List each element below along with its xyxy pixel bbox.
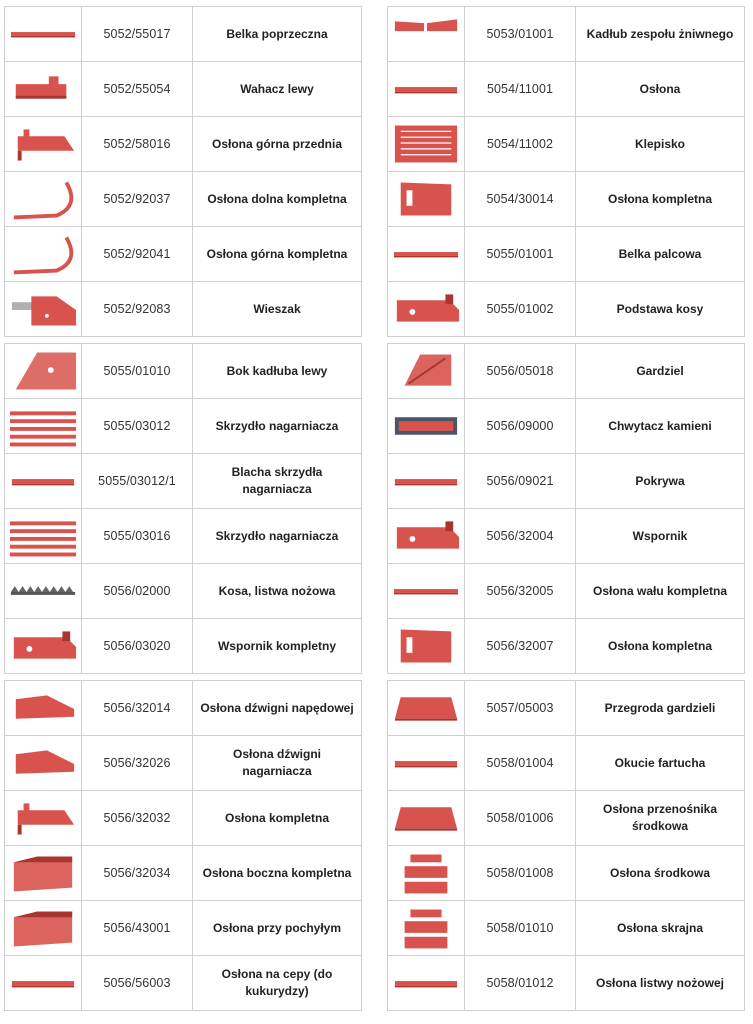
stone-trap-part-icon [391,403,461,449]
part-thumbnail [5,172,82,226]
table-row[interactable] [4,344,362,399]
part-thumbnail [388,956,465,1010]
part-thumbnail [5,956,82,1010]
part-code: 5056/32004 [465,509,576,563]
part-name: Wieszak [253,301,301,316]
header-body-part-icon [391,11,461,57]
stack-part-icon [391,905,461,951]
beam-part-icon [391,231,461,277]
part-code: 5056/32014 [82,681,193,735]
part-name: Skrzydło nagarniacza [215,418,339,433]
part-thumbnail [388,619,465,673]
side-panel-part-icon [8,348,78,394]
part-code: 5055/03016 [82,509,193,563]
part-name: Wahacz lewy [240,81,314,96]
part-name: Bok kadłuba lewy [226,363,328,378]
part-thumbnail [5,564,82,618]
tray-part-icon [391,685,461,731]
parts-table [4,343,362,674]
part-name: Osłona dźwigni napędowej [200,700,354,715]
part-name: Osłona środkowa [609,865,711,880]
part-name: Osłona górna przednia [211,136,343,151]
table-row[interactable] [387,227,745,282]
part-code: 5058/01006 [465,791,576,845]
table-row[interactable] [4,791,362,846]
part-name: Kosa, listwa nożowa [218,583,336,598]
part-code: 5055/01010 [82,344,193,398]
part-thumbnail [5,901,82,955]
part-thumbnail [5,791,82,845]
table-row[interactable] [387,619,745,674]
part-thumbnail [5,509,82,563]
cover-part-icon [8,795,78,841]
part-code: 5056/32032 [82,791,193,845]
part-code: 5056/09000 [465,399,576,453]
rocker-part-icon [8,66,78,112]
part-name: Wspornik [632,528,688,543]
part-code: 5058/01012 [465,956,576,1010]
stack-part-icon [391,850,461,896]
part-name: Osłona listwy nożowej [595,975,725,990]
lever-cover-part-icon [8,685,78,731]
table-row[interactable] [387,956,745,1011]
parts-column-right [387,6,745,1011]
part-thumbnail [388,454,465,508]
part-name: Osłona skrajna [616,920,704,935]
table-row[interactable] [4,282,362,337]
part-thumbnail [5,619,82,673]
part-thumbnail [388,282,465,336]
part-name: Pokrywa [635,473,685,488]
part-name: Chwytacz kamieni [608,418,712,433]
table-row[interactable] [387,681,745,736]
part-code: 5054/11002 [465,117,576,171]
part-name: Skrzydło nagarniacza [215,528,339,543]
table-row[interactable] [4,454,362,509]
part-thumbnail [5,344,82,398]
part-thumbnail [5,117,82,171]
part-name: Blacha skrzydła nagarniacza [231,465,323,496]
part-code: 5058/01008 [465,846,576,900]
table-row[interactable] [4,509,362,564]
part-code: 5052/55017 [82,7,193,61]
part-name: Gardziel [636,363,684,378]
table-row[interactable] [387,344,745,399]
strip-part-icon [8,960,78,1006]
part-name: Wspornik kompletny [217,638,336,653]
part-code: 5057/05003 [465,681,576,735]
table-row[interactable] [4,736,362,791]
part-thumbnail [388,172,465,226]
part-code: 5052/92083 [82,282,193,336]
part-code: 5055/03012 [82,399,193,453]
part-name: Podstawa kosy [616,301,704,316]
table-row[interactable] [4,7,362,62]
part-name: Belka palcowa [618,246,702,261]
part-thumbnail [388,791,465,845]
table-row[interactable] [387,736,745,791]
strip-part-icon [8,458,78,504]
part-thumbnail [5,681,82,735]
part-thumbnail [5,227,82,281]
beam-part-icon [8,11,78,57]
part-code: 5054/11001 [465,62,576,116]
part-name: Osłona kompletna [607,638,713,653]
bracket-part-icon [8,623,78,669]
side-cover-part-icon [8,905,78,951]
part-code: 5056/32005 [465,564,576,618]
table-row[interactable] [4,956,362,1011]
table-row[interactable] [387,901,745,956]
part-thumbnail [5,454,82,508]
feeder-part-icon [391,348,461,394]
part-name: Klepisko [634,136,685,151]
table-row[interactable] [387,791,745,846]
table-row[interactable] [4,172,362,227]
part-thumbnail [388,509,465,563]
part-thumbnail [5,846,82,900]
beam-part-icon [391,568,461,614]
part-name: Osłona boczna kompletna [202,865,352,880]
part-thumbnail [388,7,465,61]
box-cover-part-icon [391,176,461,222]
part-code: 5056/32007 [465,619,576,673]
part-code: 5053/01001 [465,7,576,61]
part-code: 5056/09021 [465,454,576,508]
part-thumbnail [388,227,465,281]
part-code: 5055/03012/1 [82,454,193,508]
part-code: 5058/01004 [465,736,576,790]
part-code: 5052/92037 [82,172,193,226]
table-row[interactable] [4,846,362,901]
part-name: Osłona kompletna [607,191,713,206]
part-thumbnail [388,344,465,398]
part-code: 5052/55054 [82,62,193,116]
table-row[interactable] [4,227,362,282]
table-row[interactable] [387,509,745,564]
part-code: 5052/92041 [82,227,193,281]
part-thumbnail [388,62,465,116]
part-name: Osłona [639,81,681,96]
part-code: 5056/05018 [465,344,576,398]
part-name: Osłona wału kompletna [592,583,728,598]
knife-bar-part-icon [8,568,78,614]
part-code: 5056/56003 [82,956,193,1010]
part-code: 5056/03020 [82,619,193,673]
part-thumbnail [388,399,465,453]
hanger-part-icon [8,286,78,332]
table-row[interactable] [387,564,745,619]
strip-part-icon [391,66,461,112]
part-thumbnail [5,282,82,336]
parts-column-left [4,6,362,1011]
table-row[interactable] [387,282,745,337]
table-row[interactable] [4,62,362,117]
part-name: Przegroda gardzieli [604,700,716,715]
part-name: Okucie fartucha [614,755,706,770]
table-row[interactable] [387,454,745,509]
part-thumbnail [388,736,465,790]
parts-table [4,6,362,337]
part-name: Belka poprzeczna [226,26,328,41]
part-code: 5058/01010 [465,901,576,955]
concave-grate-part-icon [391,121,461,167]
table-row[interactable] [4,619,362,674]
part-thumbnail [388,681,465,735]
parts-table [387,6,745,337]
part-code: 5054/30014 [465,172,576,226]
part-thumbnail [388,901,465,955]
part-name: Osłona na cepy (do kukurydzy) [221,967,333,998]
tray-part-icon [391,795,461,841]
strip-part-icon [391,458,461,504]
part-code: 5055/01001 [465,227,576,281]
table-row[interactable] [4,117,362,172]
part-name: Kadłub zespołu żniwnego [586,26,734,41]
part-name: Osłona górna kompletna [206,246,348,261]
part-name: Osłona kompletna [224,810,330,825]
reel-wing-part-icon [8,403,78,449]
table-row[interactable] [387,117,745,172]
box-cover-part-icon [391,623,461,669]
part-thumbnail [388,564,465,618]
part-name: Osłona dolna kompletna [207,191,347,206]
parts-table [4,680,362,1011]
part-code: 5056/43001 [82,901,193,955]
part-code: 5055/01002 [465,282,576,336]
table-row[interactable] [4,564,362,619]
bracket-part-icon [391,513,461,559]
table-row[interactable] [387,62,745,117]
part-thumbnail [5,399,82,453]
parts-table [387,680,745,1011]
part-code: 5056/02000 [82,564,193,618]
strip-part-icon [391,960,461,1006]
table-row[interactable] [387,172,745,227]
part-code: 5056/32026 [82,736,193,790]
bracket-part-icon [391,286,461,332]
part-thumbnail [388,117,465,171]
table-row[interactable] [4,681,362,736]
table-row[interactable] [387,399,745,454]
part-thumbnail [388,846,465,900]
table-row[interactable] [4,901,362,956]
part-name: Osłona przy pochyłym [212,920,342,935]
side-cover-part-icon [8,850,78,896]
parts-table [387,343,745,674]
curved-guard-part-icon [8,176,78,222]
part-name: Osłona przenośnika środkowa [602,802,718,833]
table-row[interactable] [4,399,362,454]
strip-part-icon [391,740,461,786]
part-code: 5056/32034 [82,846,193,900]
part-thumbnail [5,62,82,116]
lever-cover-part-icon [8,740,78,786]
part-thumbnail [5,7,82,61]
table-row[interactable] [387,7,745,62]
cover-part-icon [8,121,78,167]
part-code: 5052/58016 [82,117,193,171]
curved-guard-part-icon [8,231,78,277]
part-name: Osłona dźwigni nagarniacza [232,747,321,778]
reel-wing-part-icon [8,513,78,559]
part-thumbnail [5,736,82,790]
table-row[interactable] [387,846,745,901]
